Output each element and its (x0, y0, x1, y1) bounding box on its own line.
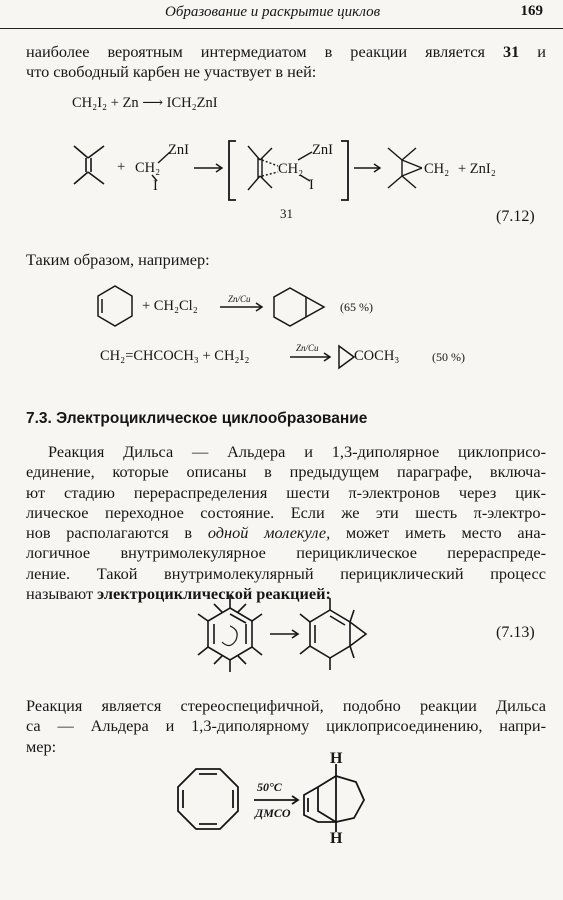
text-line: наиболее вероятным интермедиатом в реакции является 31 и (26, 42, 547, 61)
page-number: 169 (520, 3, 543, 19)
text-line: Таким образом, например: (26, 250, 210, 269)
equation-number: (7.12) (496, 208, 535, 225)
zinc-carbenoid-equation: CH₂I₂ + Zn ⟶ ICH₂ZnI (72, 95, 218, 111)
ts-ch2: CH₂ (278, 161, 304, 177)
hydrogen-top: H (330, 750, 343, 767)
condition-solvent: ДМСО (255, 806, 291, 820)
text-line: что свободный карбен не участвует в ней: (26, 62, 317, 82)
text-line: ют стадию перераспределения шести π-электронов через цик- (26, 482, 546, 502)
text-line: единение, которые описаны в предыдущем параграфе, включа- (26, 462, 546, 482)
product-zni2: + ZnI₂ (458, 161, 496, 177)
running-title: Образование и раскрытие циклов (165, 4, 381, 20)
product-ch2: CH₂ (424, 161, 450, 177)
ts-zni: ZnI (312, 142, 333, 158)
hydrogen-bottom: H (330, 830, 343, 847)
text-line: называют электроциклической реакцией: (26, 584, 331, 604)
condition-temperature: 50°C (257, 780, 282, 794)
intermediate-label: 31 (280, 206, 293, 221)
example1-yield: (65 %) (340, 300, 373, 314)
text-line: са — Альдера и 1,3-диполярному циклоприсоединению, напри- (26, 716, 546, 736)
example2-substrate: CH₂=CHCOCH₃ + CH₂I₂ (100, 348, 250, 364)
example2-product: COCH₃ (354, 348, 400, 364)
text-line: нов располагаются в одной молекуле, может иметь место ана- (26, 523, 546, 543)
reagent-iodine: I (153, 178, 158, 194)
equation-number-7-13: (7.13) (496, 624, 535, 641)
reagent-zni: ZnI (168, 142, 189, 158)
section-heading: 7.3. Электроциклическое циклообразование (26, 410, 368, 427)
ts-iodine: I (309, 177, 314, 193)
text-line: Реакция Дильса — Альдера и 1,3-диполярное циклоприсо- (48, 442, 546, 461)
text-line: Реакция является стереоспецифичной, подобно реакции Дильса (26, 696, 546, 715)
reagent-ch2: CH₂ (135, 160, 161, 176)
text-line: мер: (26, 736, 57, 756)
example2-yield: (50 %) (432, 350, 465, 364)
reagent-plus: + (117, 159, 126, 175)
example1-reagent: + CH₂Cl₂ (142, 298, 198, 314)
example2-catalyst: Zn/Cu (296, 343, 319, 353)
text-line: ление. Такой внутримолекулярный перициклический процесс (26, 563, 546, 583)
example1-catalyst: Zn/Cu (228, 294, 251, 304)
text-line: лическое переходное состояние. Если же эти шесть π-электро- (26, 502, 546, 522)
text-line: логичное внутримолекулярное перициклическое перераспреде- (26, 543, 546, 563)
